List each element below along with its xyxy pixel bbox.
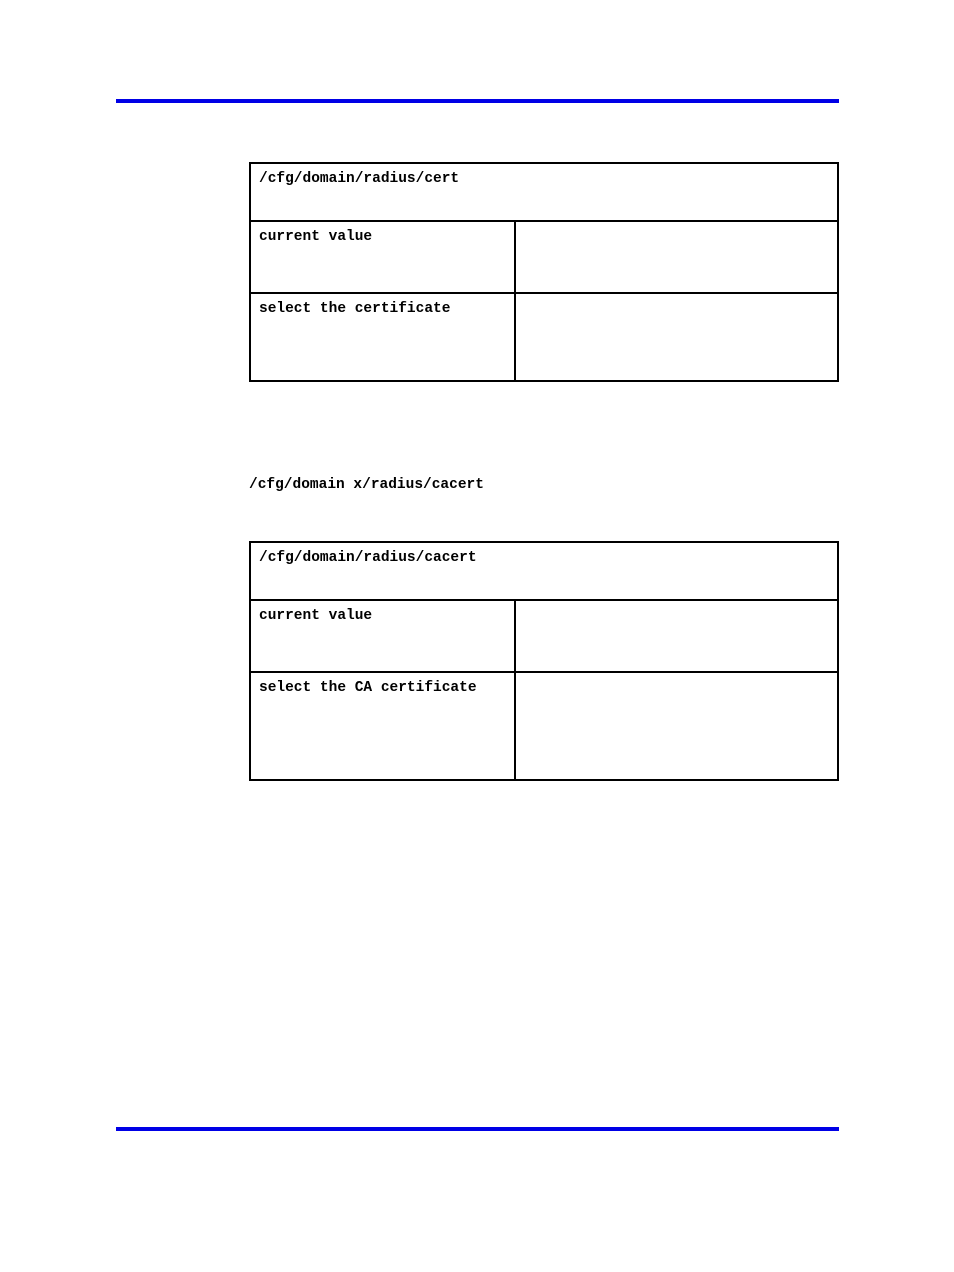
table-row <box>251 222 837 292</box>
top-rule <box>116 99 839 103</box>
table-row <box>251 292 837 380</box>
cacert-command: /cfg/domain x/radius/cacert <box>249 477 484 493</box>
table-row <box>251 601 837 671</box>
cacert-select-label: select the CA certificate <box>251 673 516 779</box>
cert-select-cell <box>516 294 837 380</box>
cert-table-header: /cfg/domain/radius/cert <box>251 164 837 222</box>
cacert-current-value-cell <box>516 601 837 671</box>
cacert-current-value-label: current value <box>251 601 516 671</box>
cert-current-value-cell <box>516 222 837 292</box>
cert-current-value-label: current value <box>251 222 516 292</box>
cert-select-label: select the certificate <box>251 294 516 380</box>
table-row <box>251 671 837 779</box>
cert-table <box>249 162 839 382</box>
bottom-rule <box>116 1127 839 1131</box>
cacert-table <box>249 541 839 781</box>
cacert-select-cell <box>516 673 837 779</box>
cacert-table-header: /cfg/domain/radius/cacert <box>251 543 837 601</box>
